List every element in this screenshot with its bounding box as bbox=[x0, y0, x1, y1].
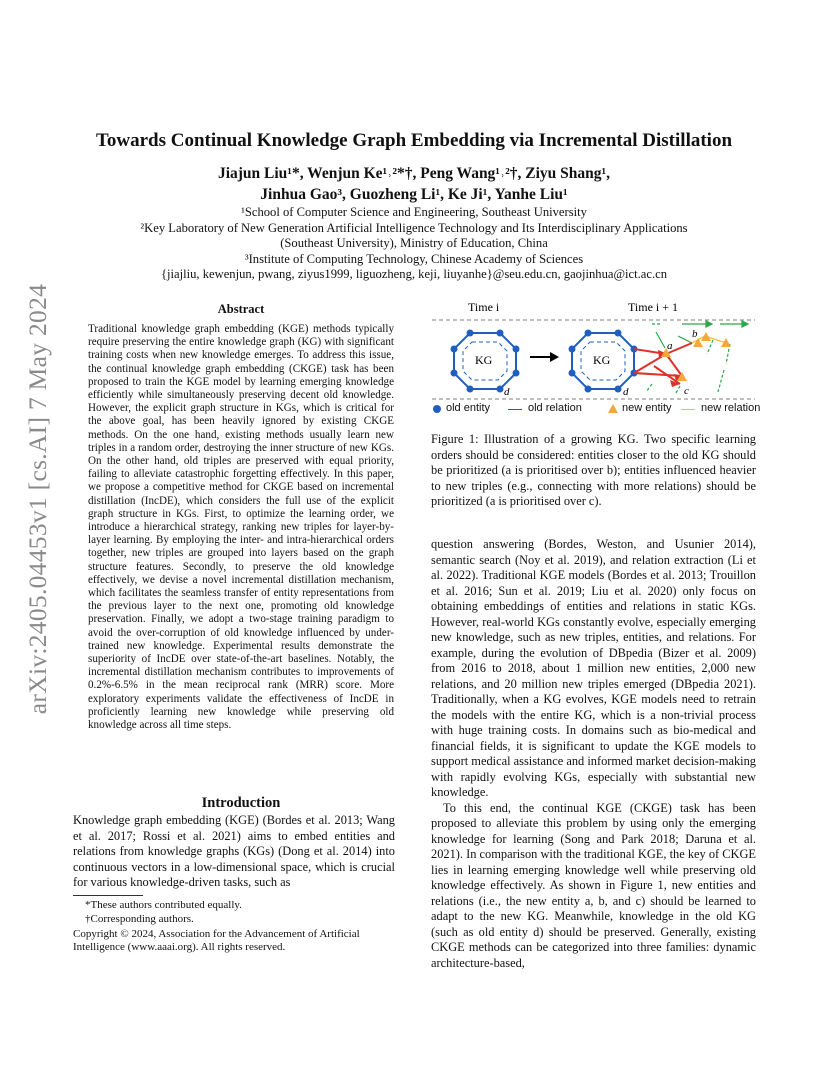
entity-d-label-left: d bbox=[504, 386, 510, 398]
arxiv-identifier: arXiv:2405.04453v1 [cs.AI] 7 May 2024 bbox=[23, 283, 52, 715]
author-emails: {jiajliu, kewenjun, pwang, ziyus1999, liguozheng, keji, liuyanhe}@seu.edu.cn, gaojinhua@ict.ac.cn bbox=[160, 267, 668, 281]
introduction-heading: Introduction bbox=[201, 795, 281, 811]
copyright-notice: Copyright © 2024, Association for the Advancement of Artificial Intelligence (www.aaai.org). All rights reserved. bbox=[73, 928, 360, 953]
legend-old-entity: old entity bbox=[446, 402, 491, 414]
author-list bbox=[0, 163, 828, 205]
introduction-right-column bbox=[431, 537, 756, 971]
old-entity-marker bbox=[433, 405, 441, 413]
paper-title: Towards Continual Knowledge Graph Embedding via Incremental Distillation bbox=[95, 130, 733, 151]
old-kg-left bbox=[451, 330, 520, 399]
time-i-plus-1-label: Time i + 1 bbox=[628, 300, 679, 314]
legend-new-entity: new entity bbox=[622, 402, 672, 414]
legend-old-relation: old relation bbox=[528, 402, 582, 414]
footnote-equal-contribution: *These authors contributed equally. bbox=[85, 899, 242, 911]
authors-line-2: Jinhua Gao³, Guozheng Li¹, Ke Ji¹, Yanhe Liu¹ bbox=[260, 186, 568, 203]
authors-line-1: Jiajun Liu¹*, Wenjun Ke¹˒²*†, Peng Wang¹˒²†, Ziyu Shang¹, bbox=[217, 165, 611, 182]
entity-b-label: b bbox=[692, 328, 698, 340]
introduction-paragraph-1-cont: question answering (Bordes, Weston, and Usunier 2014), semantic search (Noy et al. 2019), and relation extraction (Li et al. 2022). Traditional KGE models (Bordes et al. 2013; Trouillon et al. 2016; Sun et al. 2019; Liu et al. 2020) only focus on obtaining embeddings of entities and relations in static KGs. However, real-world KGs constantly evolve, especially emerging new knowledge, such as new triples, entities, and relations. For example, during the evolution of DBpedia (Bizer et al. 2009) from 2016 to 2018, about 1 million new entities, 2,000 new relations, and 20 million new triples emerged (DBpedia 2021). Traditionally, when a KG evolves, KGE models need to retrain the models with the entire KG, which is a non-trivial process with huge training costs. In domains such as bio-medical and financial fields, it is significant to update the KGE models to support medical assistance and informed market decision-making with rapidly evolving KGs, especially with substantial new knowledge. bbox=[431, 537, 756, 799]
legend-new-relation: new relation bbox=[701, 402, 761, 414]
new-entity-marker bbox=[608, 404, 618, 413]
figure-1-caption: Figure 1: Illustration of a growing KG. Two specific learning orders should be considered: entities closer to the old KG should be prioritized (a is prioritised over b); entities influenced heavier to new triples (e.g., connecting with more relations) should be prioritized (a is prioritised over c). bbox=[431, 432, 756, 508]
arxiv-sidebar-stamp bbox=[14, 262, 62, 736]
entity-c-label: c bbox=[684, 385, 689, 397]
footnote-rule bbox=[73, 895, 143, 896]
introduction-paragraph-1: Knowledge graph embedding (KGE) (Bordes et al. 2013; Wang et al. 2017; Rossi et al. 2021) aims to embed entities and relations from knowledge graphs (KGs) (Dong et al. 2014) into continuous vectors in a low-dimensional space, which is crucial for various knowledge-driven tasks, such as bbox=[73, 813, 395, 889]
abstract-heading: Abstract bbox=[217, 302, 265, 316]
affiliation-2: ²Key Laboratory of New Generation Artificial Intelligence Technology and Its Interdisciplinary Applications bbox=[140, 220, 688, 235]
footnote-corresponding: †Corresponding authors. bbox=[85, 913, 194, 925]
affiliation-1: ¹School of Computer Science and Engineering, Southeast University bbox=[241, 205, 587, 219]
abstract-body: Traditional knowledge graph embedding (KGE) methods typically require preserving the entire knowledge graph (KG) with significant training costs when new knowledge emerges. To address this issue, the continual knowledge graph embedding (CKGE) task has been proposed to train the KGE model by learning emerging knowledge efficiently while simultaneously preserving decent old knowledge. However, the explicit graph structure in KGs, which is critical for the above goal, has been heavily ignored by existing CKGE methods. On the one hand, existing methods usually learn new triples in a random order, destroying the inner structure of new KGs. On the other hand, old triples are preserved with equal priority, failing to alleviate catastrophic forgetting effectively. In this paper, we propose a competitive method for CKGE based on incremental distillation (IncDE), which considers the full use of the explicit graph structure in KGs. First, to optimize the learning order, we introduce a hierarchical strategy, ranking new triples for layer-by-layer learning. By employing the inter- and intra-hierarchical orders together, new triples are grouped into layers based on the graph structure features. Secondly, to preserve the old knowledge effectively, we devise a novel incremental distillation mechanism, which facilitates the seamless transfer of entity representations from the previous layer to the next one, promoting old knowledge preservation. Finally, we adopt a two-stage training paradigm to avoid the over-corruption of old knowledge influenced by under-trained new knowledge. Experimental results demonstrate the superiority of IncDE over state-of-the-art baselines. Notably, the incremental distillation mechanism contributes to improvements of 0.2%-6.5% in the mean reciprocal rank (MRR) score. More exploratory experiments validate the effectiveness of IncDE in proficiently learning new knowledge while preserving old knowledge across all time steps. bbox=[88, 323, 394, 732]
affiliation-3: ³Institute of Computing Technology, Chinese Academy of Sciences bbox=[244, 251, 584, 266]
growth-arrow bbox=[530, 352, 559, 362]
kg-label-right: KG bbox=[593, 353, 611, 367]
old-relation-marker bbox=[508, 409, 522, 410]
entity-a-label: a bbox=[667, 340, 673, 352]
entity-d-label-right: d bbox=[623, 386, 629, 398]
introduction-paragraph-2: To this end, the continual KGE (CKGE) task has been proposed to alleviate this problem by using only the emerging knowledge for learning (Song and Park 2018; Daruna et al. 2021). In comparison with the traditional KGE, the key of CKGE lies in learning emerging knowledge well while preserving old knowledge effectively. As shown in Figure 1, new entities and relations (i.e., the new entity a, b, and c) should be learned to adapt to the new KG. Meanwhile, knowledge in the old KG (such as old entity d) should be preserved. Generally, existing CKGE methods can be categorized into three families: dynamic architecture-based, bbox=[431, 800, 756, 970]
kg-label-left: KG bbox=[475, 353, 493, 367]
affiliations bbox=[0, 205, 828, 283]
affiliation-2-cont: (Southeast University), Ministry of Education, China bbox=[280, 236, 548, 250]
new-relation-marker bbox=[681, 409, 695, 410]
time-i-label: Time i bbox=[468, 300, 500, 314]
old-kg-right bbox=[569, 330, 638, 399]
